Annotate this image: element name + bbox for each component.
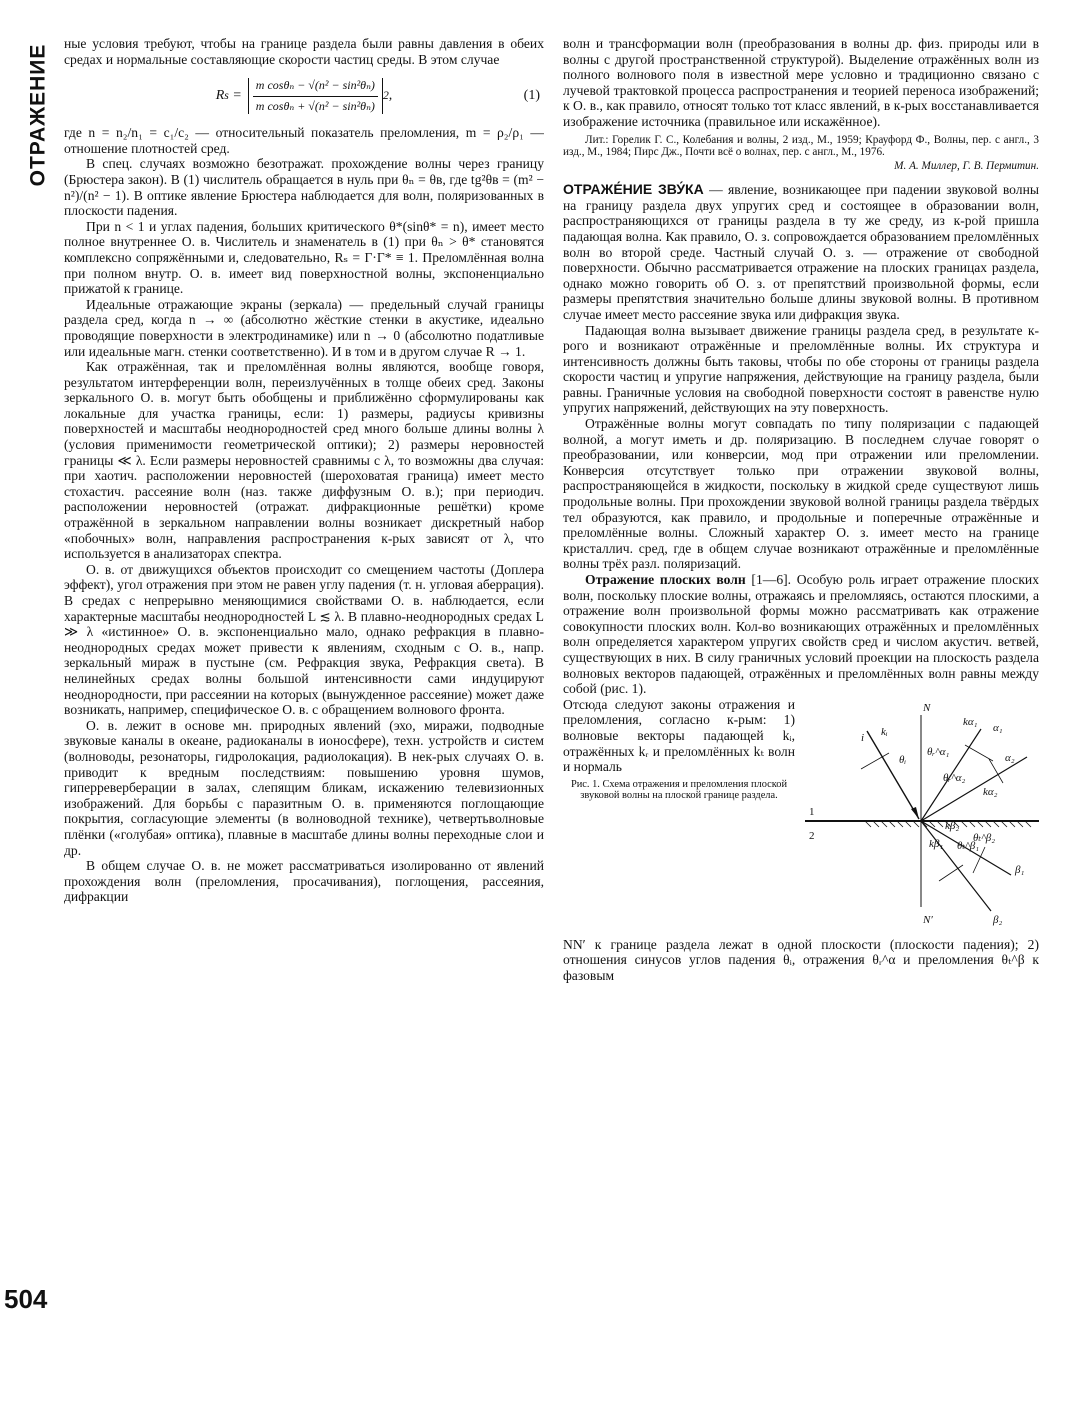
paragraph: Идеальные отражающие экраны (зеркала) — предельный случай границы раздела сред, когда n → ∞ (абсолютно жёсткие стенки в акустике, идеально проводящие поверхности в электродинамике) или n → 0 (абсолютно податливые или идеальные магн. стенки соответственно). И в том и в другом случае R → 1. bbox=[64, 296, 544, 359]
label-theta-b2: θₜ^β₂ bbox=[973, 831, 996, 844]
label-k-b1: kβ₁ bbox=[929, 837, 944, 850]
formula-power: 2 bbox=[382, 89, 389, 103]
paragraph: NN′ к границе раздела лежат в одной плоскости (плоскости падения); 2) отношения синусов углов падения θᵢ, отражения θᵣ^α и преломления θₜ^β к фазовым bbox=[563, 936, 1039, 983]
label-a1: α₁ bbox=[993, 721, 1003, 734]
authors: М. А. Миллер, Г. В. Пермитин. bbox=[894, 159, 1039, 172]
formula-number: (1) bbox=[523, 88, 540, 104]
label-theta-b1: θₜ^β₁ bbox=[957, 839, 980, 852]
paragraph: Отсюда следуют законы отражения и преломления, согласно к-рым: 1) волновые векторы падающей kᵢ, отражённых kᵣ и преломлённых kₜ волн и нормаль bbox=[563, 696, 795, 775]
formula-lhs: R bbox=[215, 88, 225, 104]
paragraph: В общем случае О. в. не может рассматриваться изолированно от явлений прохождения волн (преломления, просачивания), поглощения, рассеяния, дифракции bbox=[64, 858, 544, 905]
reflected-ray-2 bbox=[921, 757, 1027, 821]
paragraph: О. в. лежит в основе мн. природных явлений (эхо, миражи, подводные звуковые каналы в океане, радиоканалы в ионосфере), техн. устройств и систем (волноводы, резонаторы, гидролокация, радиолокация). В нек-рых случаях О. в. приводит к вредным последствиям: повышению уровня шумов, гиперреверберации в залах, слепящим бликам, искажению телевизионных изображений. Для борьбы с паразитным О. в. применяются поглощающие покрытия, согласующие элементы (в волноводной технике), четвертьволновые плёнки («голубая» оптика), плавные в масштабе длины волны переходные слои и др. bbox=[64, 717, 544, 858]
label-b1: β₁ bbox=[1015, 863, 1025, 876]
paragraph: Падающая волна вызывает движение границы раздела сред, в результате к-рого и возникают отражённые и преломлённые волны. Их структура и интенсивность должны быть таковы, чтобы по обе стороны от границы раздела скорости частиц и упругие напряжения, действующие на границу раздела, были равны. Граничные условия на свободной поверхности состоят в равенстве нулю упругих напряжений, действующих на эту поверхность. bbox=[563, 322, 1039, 416]
page-number: 504 bbox=[4, 1284, 48, 1314]
wrap-text bbox=[563, 697, 795, 937]
reflected-wavefront-1 bbox=[965, 745, 993, 761]
reflection-diagram bbox=[805, 697, 1039, 937]
paragraph: волн и трансформации волн (преобразования в волны др. физ. природы или в волны с другой пространственной структурой). Выделение отражённых волн из полного волнового поля в известной мере условно и традиционно связано с лучевой трактовкой процесса распространения и теорией переноса изображений; к О. в., как правило, относят только тот класс явлений, в к-рых восстанавливается изображение источника (правильное или искажённое). bbox=[563, 36, 1039, 129]
figure-wrap bbox=[563, 697, 1039, 937]
label-medium-2: 2 bbox=[809, 829, 815, 842]
formula-1: R s = $\frac{\text{m cosθₙ − √(n² − sin²θₙ)}}{\text{m cosθₙ + √(n² − sin²θₙ)}}$ 2 , (1) bbox=[215, 78, 540, 113]
left-column bbox=[64, 36, 544, 1326]
label-ki: kᵢ bbox=[881, 725, 888, 738]
label-k-a2: kα₂ bbox=[983, 785, 998, 798]
formula-numerator: m cosθₙ − √(n² − sin²θₙ) bbox=[253, 78, 378, 97]
figure-caption: Рис. 1. Схема отражения и преломления плоской звуковой волны на плоской границе раздела. bbox=[570, 778, 788, 801]
formula-denominator: m cosθₙ + √(n² − sin²θₙ) bbox=[255, 98, 375, 113]
label-a2: α₂ bbox=[1005, 751, 1015, 764]
label-theta-a1: θᵣ^α₁ bbox=[927, 745, 950, 758]
label-k-a1: kα₁ bbox=[963, 715, 978, 728]
label-n-top: N bbox=[923, 701, 931, 714]
paragraph: Отражённые волны могут совпадать по типу поляризации с падающей волной, а могут иметь и др. поляризацию. В последнем случае говорят о преобразовании, или конверсии, мод при отражении или преломлении. Конверсия отсутствует только при отражении звуковой волны, распространяющейся в жидкости, поскольку в жидкой среде существуют лишь продольные волны. При прохождении звуковой волной границы раздела твёрдых тел образуются, как правило, и продольные и поперечные отражённые и преломлённые волны. Сложный характер О. з. имеет место на границе кристаллич. сред, где в общем случае возникают отражённые и преломлённые волны трёх разл. поляризаций. bbox=[563, 416, 1039, 572]
label-theta-i: θᵢ bbox=[899, 753, 907, 766]
refracted-wavefront-2 bbox=[939, 865, 963, 881]
running-head-text: ОТРАЖЕНИЕ bbox=[26, 43, 49, 187]
label-medium-1: 1 bbox=[809, 805, 815, 818]
paragraph bbox=[563, 572, 1039, 697]
label-i: i bbox=[861, 731, 865, 744]
literature: Лит.: Горелик Г. С., Колебания и волны, 2 изд., М., 1959; Крауфорд Ф., Волны, пер. с англ., 3 изд., М., 1984; Пирс Дж., Почти всё о волнах, пер. с англ., М., 1976. bbox=[563, 133, 1039, 158]
paragraph: ные условия требуют, чтобы на границе раздела были равны давления в обеих средах и нормальные составляющие скорости частиц среды. В этом случае bbox=[64, 36, 544, 67]
subheading-text: [1—6]. Особую роль играет отражение плоских волн, поскольку плоские волны, отражаясь и преломляясь, остаются плоскими, а отражение волн произвольной формы можно рассматривать как отражение совокупности плоских волн. Кол-во возникающих отражённых и преломлённых волн определяется характером упругих свойств сред и числом акустич. ветвей, существующих в них. В силу граничных условий проекции на плоскость раздела волновых векторов падающей, отражённых и преломлённых волн равны между собой (рис. 1). bbox=[563, 572, 1039, 697]
formula-lhs-sub: s bbox=[224, 89, 229, 103]
running-head bbox=[20, 30, 56, 200]
incident-arrow bbox=[911, 807, 919, 819]
formula-tail: , bbox=[388, 88, 393, 104]
label-theta-a2: θᵣ^α₂ bbox=[943, 771, 966, 784]
label-k-b2: kβ₂ bbox=[945, 819, 960, 832]
paragraph: При n < 1 и углах падения, больших критического θ*(sinθ* = n), имеет место полное внутреннее О. в. Числитель и знаменатель в (1) при θₙ > θ* становятся комплексно сопряжёнными и, следовательно, Rₛ = Г·Г* ≡ 1. Преломлённая волна при полном внутр. О. в. имеет вид поверхностной волны, экспоненциально прижатой к границе. bbox=[64, 218, 544, 297]
paragraph: Как отражённая, так и преломлённая волны являются, вообще говоря, результатом интерференции волн, переизлучённых в толще обеих сред. Законы зеркального О. в. могут быть обобщены и приближённо сформулированы как локальные для участка границы, если: 1) размеры, радиусы кривизны поверхностей и масштабы неоднородностей сред много больше длины волны λ (условия применимости геометрической оптики); 2) размеры неровностей границы ≪ λ. Если размеры неровностей сравнимы с λ, то возможны два случая: при хаотич. расположении неровностей (шероховатая граница) имеет место стохастич. рассеяние волн (наз. также диффузным О. в.); при периодич. расположении неровностей (отражат. дифракционные решётки) кроме отражённой в зеркальном направлении волны возникает дискретный набор «побочных» волн, направления распространения к-рых зависят от λ, что используется в анализаторах спектра. bbox=[64, 359, 544, 562]
reflected-wavefront-2 bbox=[989, 759, 1003, 783]
article-text: — явление, возникающее при падении звуковой волны на границу раздела двух упругих сред и состоящее в образовании волн, распространяющихся от границы раздела в ту же среду, из к-рой пришла падающая волна. Как правило, О. з. сопровождается образованием преломлённых волн во второй среде. Частный случай О. з. — отражение от свободной поверхности. Обычно рассматривается отражение на плоских границах раздела, однако можно говорить об О. з. от препятствий произвольной формы, если размеры препятствия значительно больше длины звуковой волны. В противном случае имеет место рассеяние звука или дифракция звука. bbox=[563, 182, 1039, 322]
paragraph: В спец. случаях возможно безотражат. прохождение волны через границу (Брюстера закон). В (1) числитель обращается в нуль при θₙ = θʙ, где tg²θʙ = (m² − n²)/(n² − 1). В оптике явление Брюстера наблюдается для волн, поляризованных в плоскости падения. bbox=[64, 156, 544, 219]
right-column bbox=[563, 36, 1039, 1326]
incident-ray bbox=[867, 731, 919, 819]
headword: ОТРАЖЕ́НИЕ ЗВУ́КА bbox=[563, 181, 704, 198]
subheading: Отражение плоских волн bbox=[585, 572, 746, 588]
paragraph: О. в. от движущихся объектов происходит со смещением частоты (Доплера эффект), угол отражения при этом не равен углу падения (т. н. угловая аберрация). В средах с непрерывно меняющимися свойствами О. в. наблюдается, если характерные масштабы неоднородностей L ≲ λ. В плавно-неоднородных средах L ≫ λ «истинное» О. в. экспоненциально мало, однако рефракция в плавно-неоднородных средах может привести к явлениям, сходным с О. в., напр. зеркальный мираж в пустыне (см. Рефракция звука, Рефракция света). В нелинейных средах волны большой интенсивности сами индуцируют неоднородности, при рассеянии на которых (вынужденное рассеяние) может даже возникать, например, специфическое О. в. с обращением волнового фронта. bbox=[64, 561, 544, 718]
paragraph: где n = n₂/n₁ = c₁/c₂ — относительный показатель преломления, m = ρ₂/ρ₁ — отношение плотностей сред. bbox=[64, 125, 544, 156]
label-b2: β₂ bbox=[993, 913, 1003, 926]
article-start bbox=[563, 182, 1039, 322]
formula-fraction bbox=[248, 78, 383, 114]
label-n-bottom: N′ bbox=[923, 913, 933, 926]
